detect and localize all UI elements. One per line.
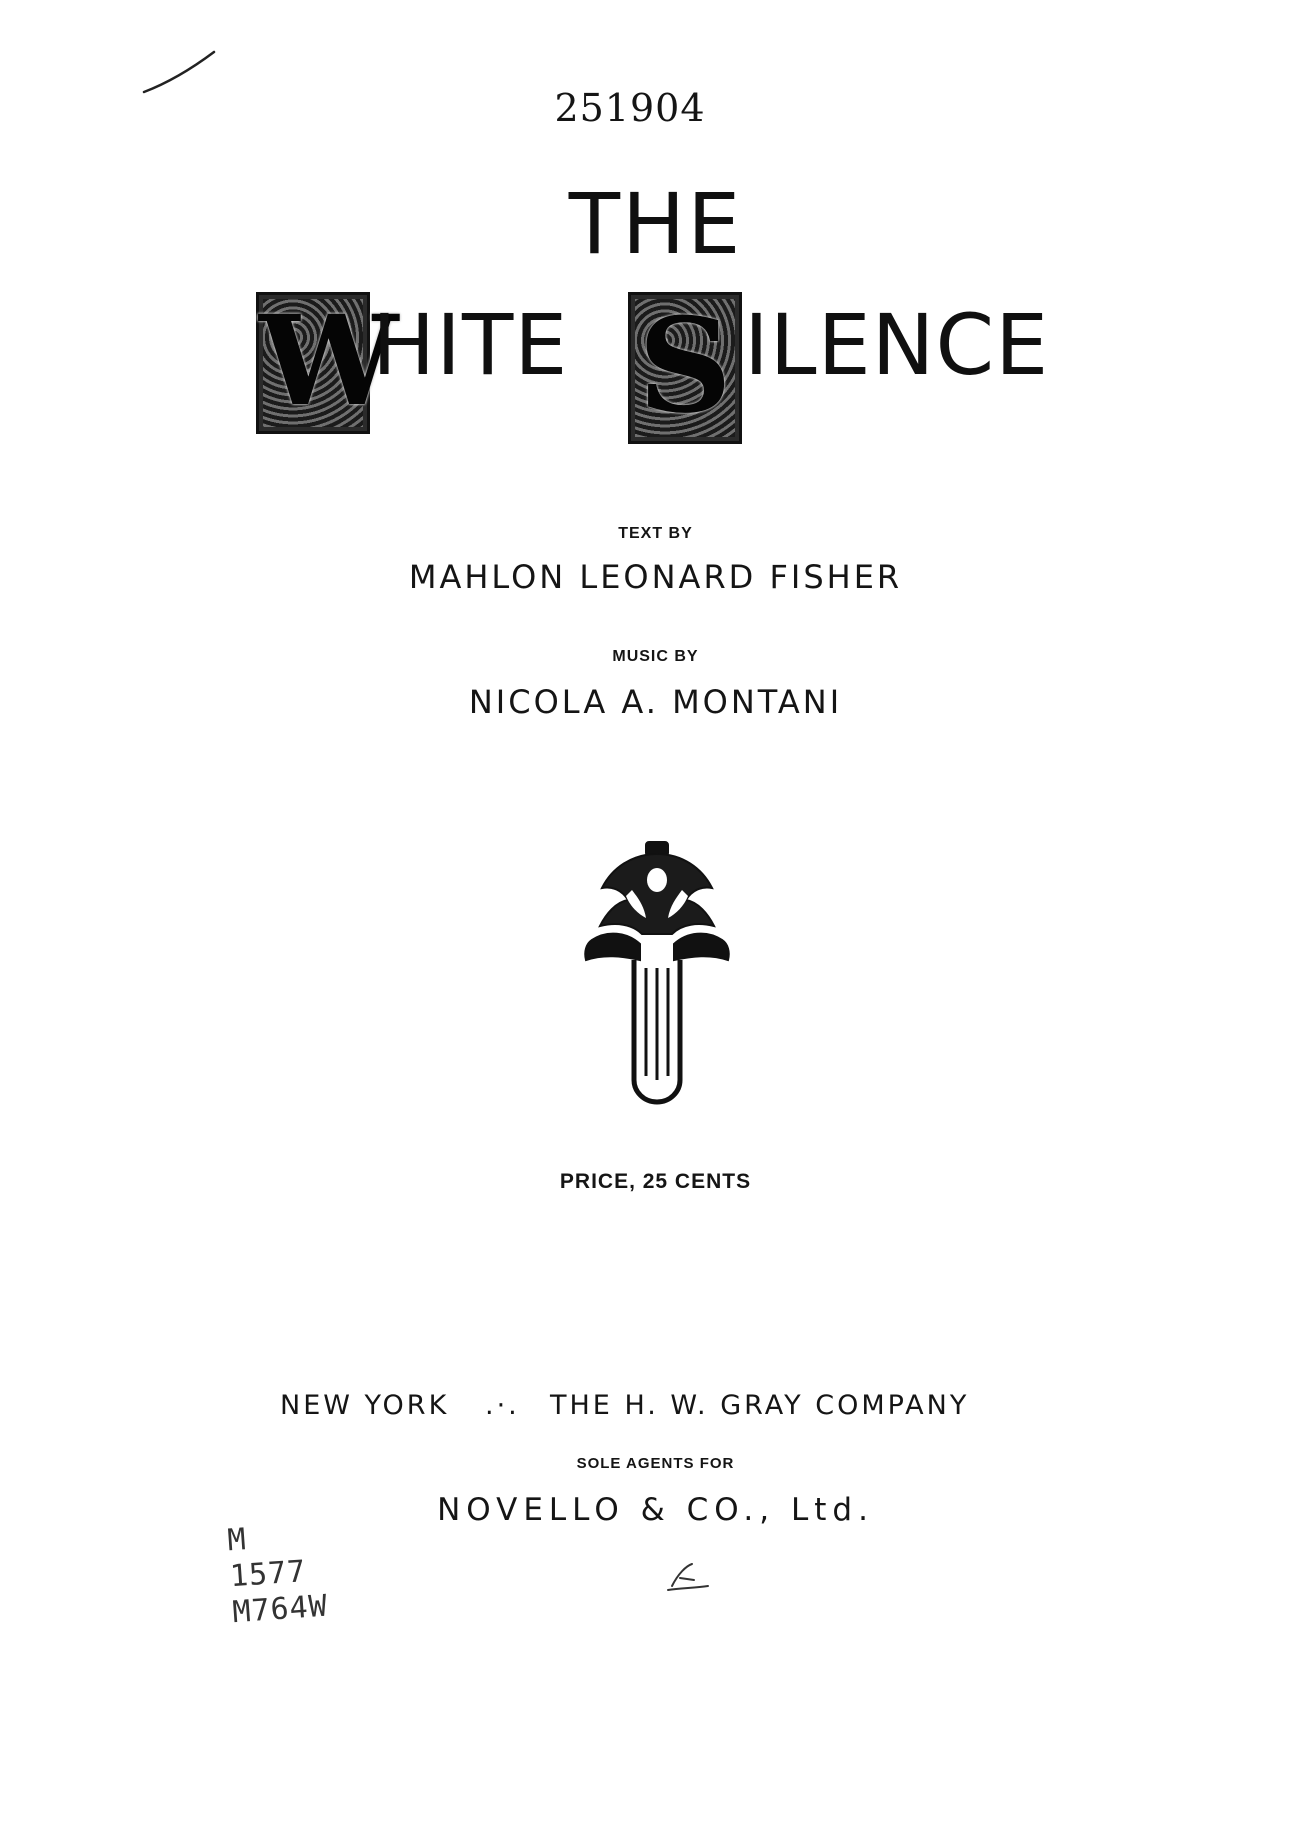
torch-ornament-icon bbox=[572, 840, 742, 1110]
catalog-number: 251904 bbox=[554, 86, 706, 130]
title-row bbox=[0, 289, 1311, 442]
publisher-separator: .·. bbox=[485, 1390, 520, 1421]
decorated-initial-s bbox=[628, 289, 742, 444]
call-number-line-3: M764W bbox=[231, 1588, 329, 1631]
publisher-company: THE H. W. GRAY COMPANY bbox=[550, 1390, 970, 1421]
initial-letter-w: W bbox=[259, 289, 399, 434]
call-number-line-1: M bbox=[226, 1522, 248, 1559]
music-author: NICOLA A. MONTANI bbox=[468, 683, 843, 721]
sole-agents-label: SOLE AGENTS FOR bbox=[576, 1455, 735, 1472]
initial-letter-s: S bbox=[638, 289, 732, 442]
handwritten-initial-mark bbox=[664, 1560, 714, 1594]
price-label: PRICE, 25 CENTS bbox=[559, 1170, 752, 1193]
pen-stroke-mark bbox=[140, 48, 220, 98]
agent-company: NOVELLO & CO., Ltd. bbox=[437, 1492, 874, 1528]
music-by-label: MUSIC BY bbox=[612, 648, 699, 665]
library-call-number bbox=[226, 1517, 329, 1631]
call-number-line-2: 1577 bbox=[228, 1554, 308, 1595]
title-word-hite: HITE bbox=[372, 296, 569, 394]
title-word-ilence: ILENCE bbox=[744, 296, 1050, 394]
decorated-initial-w bbox=[256, 289, 399, 434]
publisher-city: NEW YORK bbox=[280, 1390, 450, 1421]
text-by-label: TEXT BY bbox=[618, 525, 693, 542]
title-the: THE bbox=[568, 175, 743, 273]
text-author: MAHLON LEONARD FISHER bbox=[408, 558, 903, 596]
